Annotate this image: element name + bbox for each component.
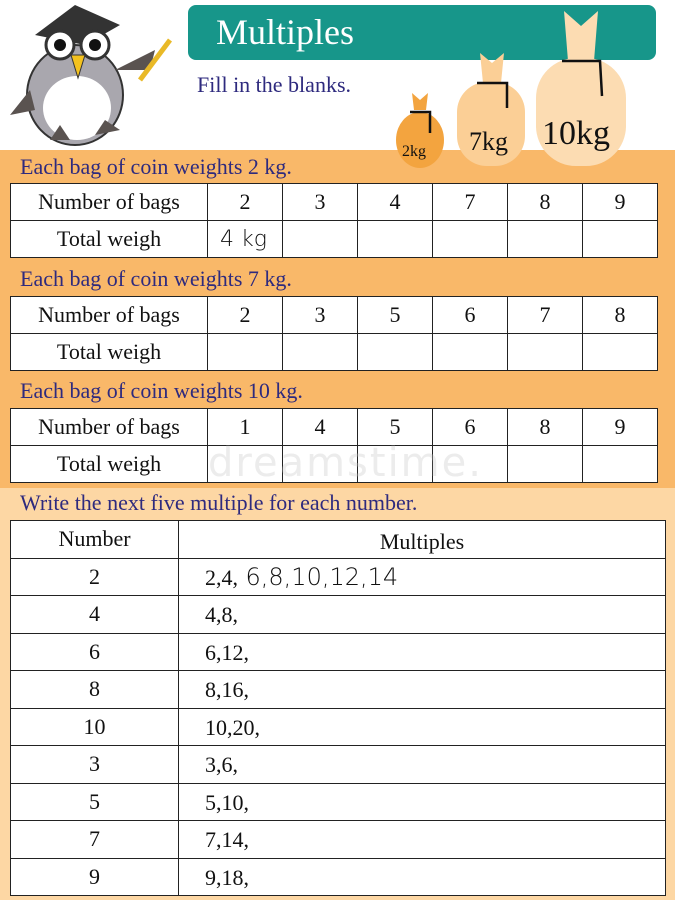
given-multiples: 4,8,	[205, 602, 238, 628]
answer-cell[interactable]	[358, 334, 433, 371]
written-multiples	[249, 788, 251, 816]
number-cell: 7	[11, 821, 179, 859]
answer-cell[interactable]	[283, 446, 358, 483]
answer-cell[interactable]	[583, 221, 658, 258]
bags-cell: 1	[208, 409, 283, 446]
multiples-cell[interactable]	[179, 633, 666, 671]
written-multiples	[260, 713, 262, 741]
number-cell: 3	[11, 746, 179, 784]
table-row	[11, 596, 666, 634]
written-multiples	[238, 750, 240, 778]
bag-10kg-icon	[534, 6, 628, 168]
answer-cell[interactable]	[583, 446, 658, 483]
answer-cell[interactable]: 4 kg	[208, 221, 283, 258]
written-multiples: 6,8,10,12,14	[245, 562, 399, 591]
bags-cell: 8	[583, 297, 658, 334]
number-cell: 9	[11, 858, 179, 896]
weight-table-7kg	[10, 296, 658, 371]
bags-cell: 3	[283, 184, 358, 221]
bags-cell: 8	[508, 409, 583, 446]
bags-cell: 5	[358, 409, 433, 446]
written-multiples	[249, 863, 251, 891]
header-number: Number	[11, 521, 179, 559]
answer-cell[interactable]	[208, 334, 283, 371]
multiples-cell[interactable]	[179, 596, 666, 634]
table-row	[11, 633, 666, 671]
answer-cell[interactable]	[508, 334, 583, 371]
multiples-title: Write the next five multiple for each number.	[20, 490, 418, 515]
bag-2kg-icon	[390, 88, 450, 168]
bags-cell: 4	[283, 409, 358, 446]
table-row	[11, 708, 666, 746]
answer-cell[interactable]	[208, 446, 283, 483]
answer-cell[interactable]	[433, 334, 508, 371]
row-label: Number of bags	[11, 184, 208, 221]
watermark: dreamstime.	[208, 440, 483, 486]
table-row	[11, 671, 666, 709]
number-cell: 10	[11, 708, 179, 746]
bags-cell: 9	[583, 184, 658, 221]
row-label: Number of bags	[11, 409, 208, 446]
table-row	[11, 821, 666, 859]
multiples-cell[interactable]	[179, 558, 666, 596]
written-multiples	[238, 600, 240, 628]
weight-table-10kg	[10, 408, 658, 483]
weight-table-2kg	[10, 183, 658, 258]
multiples-cell[interactable]	[179, 708, 666, 746]
number-cell: 4	[11, 596, 179, 634]
table-row	[11, 858, 666, 896]
table-row	[11, 783, 666, 821]
table-row	[11, 558, 666, 596]
given-multiples: 5,10,	[205, 789, 249, 815]
answer-cell[interactable]	[358, 446, 433, 483]
page-title: Multiples	[216, 12, 355, 52]
answer-cell[interactable]	[283, 334, 358, 371]
written-multiples	[249, 638, 251, 666]
number-cell: 5	[11, 783, 179, 821]
given-multiples: 6,12,	[205, 639, 249, 665]
given-multiples: 10,20,	[205, 714, 260, 740]
header-multiples: Multiples	[179, 521, 666, 559]
bags-cell: 4	[358, 184, 433, 221]
row-label: Total weigh	[11, 334, 208, 371]
given-multiples: 7,14,	[205, 827, 249, 853]
section-title-2kg: Each bag of coin weights 2 kg.	[20, 154, 292, 179]
answer-cell[interactable]	[508, 221, 583, 258]
bag-7kg-icon	[455, 48, 529, 168]
owl-illustration	[5, 0, 185, 150]
number-cell: 6	[11, 633, 179, 671]
bags-cell: 7	[508, 297, 583, 334]
row-label: Total weigh	[11, 446, 208, 483]
given-multiples: 9,18,	[205, 864, 249, 890]
section-title-7kg: Each bag of coin weights 7 kg.	[20, 266, 292, 291]
given-multiples: 2,4,	[205, 564, 238, 590]
multiples-table	[10, 520, 666, 896]
bags-cell: 3	[283, 297, 358, 334]
answer-cell[interactable]	[433, 221, 508, 258]
bag-label: 10kg	[542, 115, 610, 152]
bag-label: 7kg	[469, 127, 508, 156]
multiples-cell[interactable]	[179, 858, 666, 896]
written-multiples	[249, 825, 251, 853]
multiples-cell[interactable]	[179, 783, 666, 821]
given-multiples: 3,6,	[205, 752, 238, 778]
answer-cell[interactable]	[583, 334, 658, 371]
bags-cell: 7	[433, 184, 508, 221]
number-cell: 2	[11, 558, 179, 596]
bags-cell: 6	[433, 409, 508, 446]
answer-cell[interactable]	[358, 221, 433, 258]
instruction-text: Fill in the blanks.	[197, 72, 351, 97]
answer-cell[interactable]	[508, 446, 583, 483]
number-cell: 8	[11, 671, 179, 709]
answer-cell[interactable]	[433, 446, 508, 483]
multiples-cell[interactable]	[179, 821, 666, 859]
row-label: Total weigh	[11, 221, 208, 258]
table-row	[11, 746, 666, 784]
bags-cell: 8	[508, 184, 583, 221]
bags-cell: 9	[583, 409, 658, 446]
section-title-10kg: Each bag of coin weights 10 kg.	[20, 378, 303, 403]
row-label: Number of bags	[11, 297, 208, 334]
bags-cell: 5	[358, 297, 433, 334]
bags-cell: 2	[208, 297, 283, 334]
given-multiples: 8,16,	[205, 677, 249, 703]
bag-label: 2kg	[402, 143, 426, 160]
written-multiples	[249, 675, 251, 703]
bags-cell: 2	[208, 184, 283, 221]
multiples-cell[interactable]	[179, 746, 666, 784]
answer-cell[interactable]	[283, 221, 358, 258]
multiples-cell[interactable]	[179, 671, 666, 709]
bags-cell: 6	[433, 297, 508, 334]
